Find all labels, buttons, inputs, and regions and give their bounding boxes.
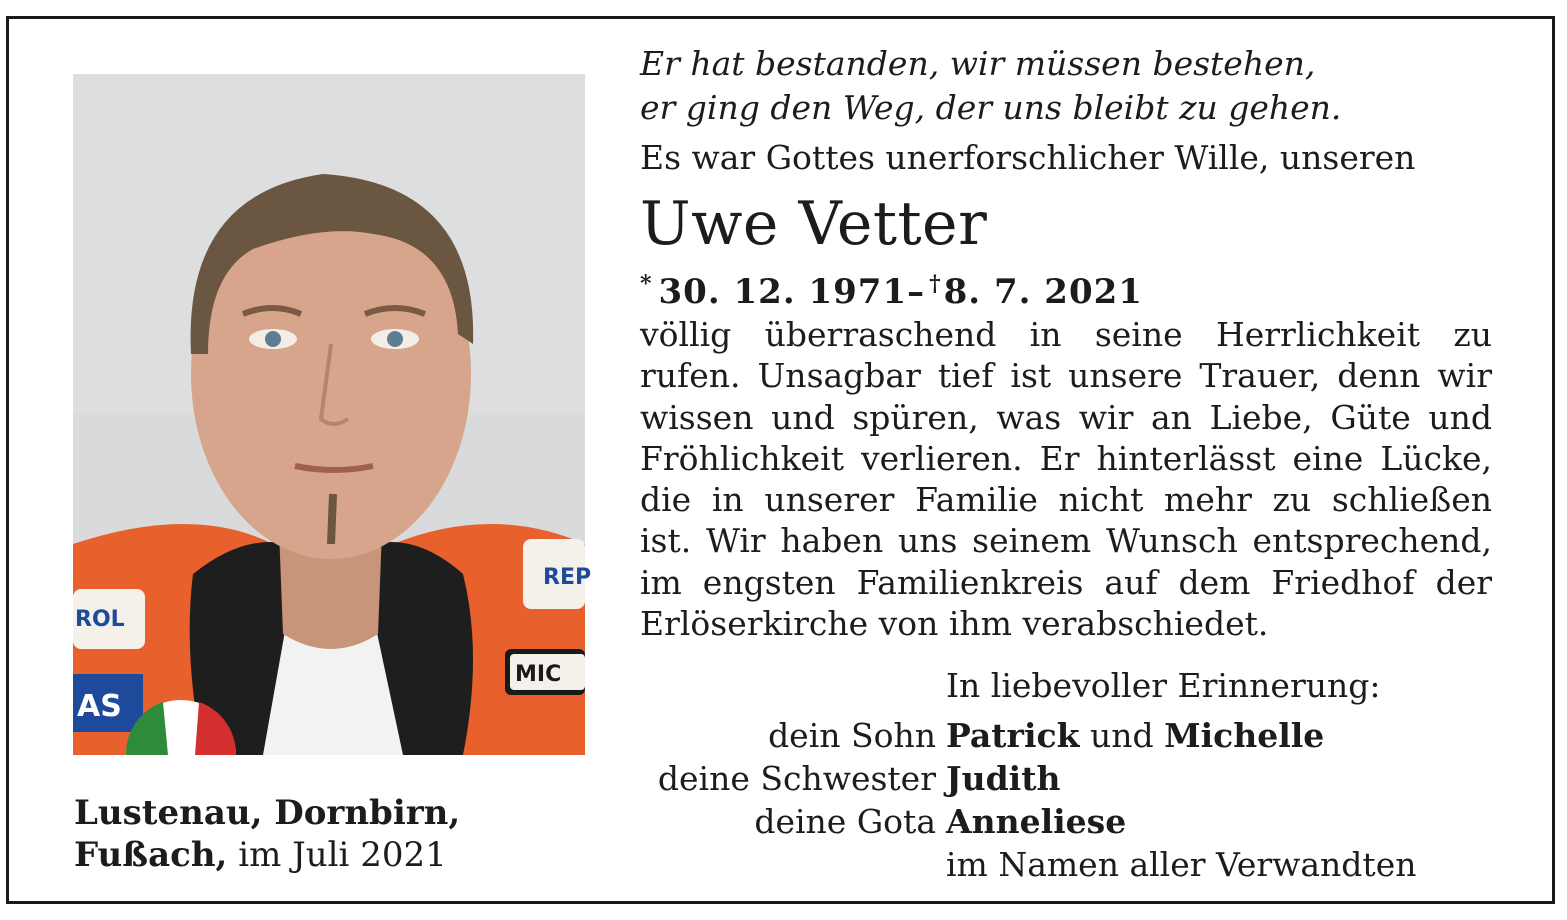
mourner-name: Anneliese [946, 802, 1127, 841]
deceased-name: Uwe Vetter [640, 189, 988, 259]
motto [640, 42, 1341, 130]
sponsor-badge-rep [523, 539, 591, 609]
death-date: 8. 7. 2021 [943, 272, 1143, 312]
life-dates [640, 260, 1143, 316]
svg-text:MIC: MIC [515, 662, 562, 687]
closing-line: im Namen aller Verwandten [946, 845, 1417, 884]
relation-son: dein Sohn [768, 716, 936, 755]
relation-gota: deine Gota [754, 802, 936, 841]
text-line: völlig überraschend in seine Herrlichkeit zu [640, 315, 1492, 354]
svg-text:ROL: ROL [75, 607, 125, 632]
text-line: im engsten Familienkreis auf dem Friedhof der [640, 562, 1492, 602]
text-line: rufen. Unsagbar tief ist unsere Trauer, denn wir [640, 356, 1492, 396]
motto-line-2: er ging den Weg, der uns bleibt zu gehen. [640, 88, 1342, 127]
month-year: im Juli 2021 [238, 835, 447, 875]
intro-line: Es war Gottes unerforschlicher Wille, unseren [640, 138, 1416, 177]
date-dash: – [907, 272, 926, 312]
mourner-name: Patrick [946, 716, 1080, 755]
text-line: Erlöserkirche von ihm verabschiedet. [640, 604, 1269, 644]
mourner-names [946, 714, 1416, 886]
birth-symbol: * [640, 271, 653, 297]
memory-line: In liebevoller Erinnerung: [946, 666, 1381, 705]
death-symbol: † [929, 271, 942, 297]
sponsor-badge-mic [505, 649, 585, 695]
places-line-1: Lustenau, Dornbirn, [74, 793, 461, 833]
motto-line-1: Er hat bestanden, wir müssen bestehen, [640, 44, 1316, 83]
sponsor-badge-rol [73, 589, 145, 649]
mourner-relations [600, 714, 936, 843]
mourner-name: Judith [946, 759, 1061, 798]
text-line: Fröhlichkeit verlieren. Er hinterlässt eine Lücke, [640, 438, 1492, 478]
text-line: die in unserer Familie nicht mehr zu schließen [640, 480, 1492, 520]
mourner-name: Michelle [1164, 716, 1325, 755]
svg-text:AS: AS [77, 689, 122, 724]
name-joiner: und [1089, 716, 1154, 755]
text-line: ist. Wir haben uns seinem Wunsch entsprechend, [640, 521, 1492, 561]
places-line-2: Fußach, [74, 835, 228, 875]
sponsor-badge-as [73, 674, 143, 732]
birth-date: 30. 12. 1971 [658, 272, 908, 312]
relation-sister: deine Schwester [657, 759, 936, 798]
text-line: wissen und spüren, was wir an Liebe, Güte und [640, 397, 1492, 437]
obituary-text [640, 314, 1492, 644]
place-date-caption [74, 792, 460, 876]
svg-text:REP: REP [543, 565, 592, 590]
portrait-photo [73, 74, 592, 755]
